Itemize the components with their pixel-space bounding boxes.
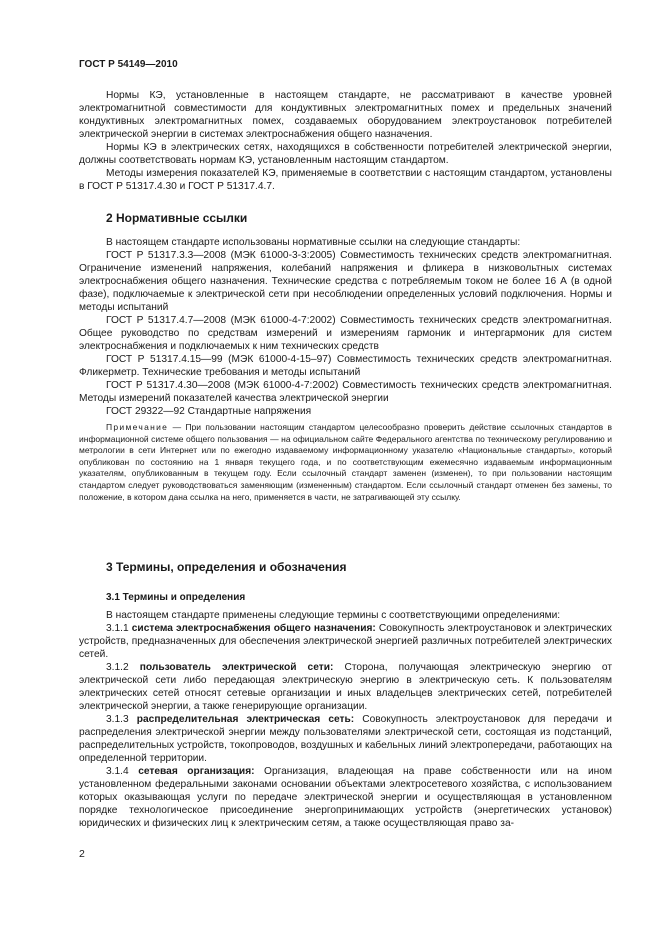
term-definition: Совокупность электроустановок и электрических устройств, предназначенных для обеспечения электрической энергией различных потребителей электрических сетей. [79, 623, 612, 660]
references-note [79, 422, 612, 503]
reference-gost-51317-3-3: ГОСТ Р 51317.3.3—2008 (МЭК 61000-3-3:2005) Совместимость технических средств электромагнитная. Ограничение изменений напряжения, колебаний напряжения и фликера в низковольтных системах электроснабжения общего назначения. Технические средства с потребляемым током не более 16 А (в одной фазе), подключаемые к электрической сети при несоблюдении определенных условий подключения. Нормы и методы испытаний [79, 250, 612, 313]
term-number: 3.1.2 [106, 662, 140, 673]
term-number: 3.1.4 [106, 766, 139, 777]
term-3-1-4 [79, 765, 612, 830]
section-3 [79, 560, 612, 830]
term-definition: Организация, владеющая на праве собственности или на ином установленном федеральными законами основании объектами электросетевого хозяйства, с использованием которых оказывающая услуги по передаче электрической энергии и осуществляющая в установленном порядке технологическое присоединение энергопринимающих устройств (энергетических установок) юридических и физических лиц к электрическим сетям, а также осуществляющая право за- [79, 766, 612, 829]
reference-gost-51317-4-15: ГОСТ Р 51317.4.15—99 (МЭК 61000-4-15–97) Совместимость технических средств электромагнитная. Фликерметр. Технические требования и методы испытаний [79, 354, 612, 378]
reference-gost-29322: ГОСТ 29322—92 Стандартные напряжения [106, 406, 312, 417]
section-2 [79, 211, 612, 503]
note-text: — При пользовании настоящим стандартом целесообразно проверить действие ссылочных стандартов в информационной системе общего пользования — на официальном сайте Федерального агентства по техническому регулированию и метрологии в сети Интернет или по ежегодно издаваемому информационному указателю «Национальные стандарты», который опубликован по состоянию на 1 января текущего года, и по соответствующим ежемесячно издаваемым информационным указателям, опубликованным в текущем году. Если ссылочный стандарт заменен (изменен), то при пользовании настоящим стандартом следует руководствоваться заменяющим (измененным) стандартом. Если ссылочный стандарт отменен без замены, то положение, в котором дана ссылка на него, применяется в части, не затрагивающей эту ссылку. [79, 422, 612, 502]
section-2-title: 2 Нормативные ссылки [106, 211, 248, 225]
references-lead: В настоящем стандарте использованы нормативные ссылки на следующие стандарты: [106, 237, 521, 248]
term-definition: Сторона, получающая электрическую энергию от электрической сети либо передающая электрическую энергию в электрическую сеть. К пользователям электрических сетей относят сетевые организации и иных владельцев электрических сетей, потребителей электрической энергии, а также генерирующие организации. [79, 662, 612, 712]
term-name: распределительная электрическая сеть: [136, 714, 355, 725]
intro-paragraph-3: Методы измерения показателей КЭ, применяемые в соответствии с настоящим стандартом, установлены в ГОСТ Р 51317.4.30 и ГОСТ Р 51317.4.7. [79, 168, 612, 192]
term-number: 3.1.1 [106, 623, 132, 634]
reference-gost-51317-4-7: ГОСТ Р 51317.4.7—2008 (МЭК 61000-4-7:2002) Совместимость технических средств электромагнитная. Общее руководство по средствам измерений и измерениям гармоник и интергармоник для систем электроснабжения и подключаемых к ним технических средств [79, 315, 612, 352]
term-definition: Совокупность электроустановок для передачи и распределения электрической энергии между пользователями электрической сети, состоящая из подстанций, распределительных устройств, токопроводов, воздушных и кабельных линий электропередачи, работающих на определенной территории. [79, 714, 612, 764]
intro-block [79, 89, 612, 193]
intro-paragraph-2: Нормы КЭ в электрических сетях, находящихся в собственности потребителей электрической энергии, должны соответствовать нормам КЭ, установленным настоящим стандартом. [79, 142, 612, 166]
term-name: пользователь электрической сети: [139, 662, 334, 673]
term-3-1-2 [79, 661, 612, 713]
subsection-3-1-title: 3.1 Термины и определения [106, 592, 246, 603]
note-label: Примечание [106, 422, 169, 432]
section-3-title: 3 Термины, определения и обозначения [106, 560, 347, 574]
intro-paragraph-1: Нормы КЭ, установленные в настоящем стандарте, не рассматривают в качестве уровней электромагнитной совместимости для кондуктивных электромагнитных помех и предельных значений кондуктивных электромагнитных помех, создаваемых оборудованием электроустановок потребителей электрической энергии в системах электроснабжения общего назначения. [79, 90, 612, 140]
reference-gost-51317-4-30: ГОСТ Р 51317.4.30—2008 (МЭК 61000-4-7:2002) Совместимость технических средств электромагнитная. Методы измерений показателей качества электрической энергии [79, 380, 612, 404]
term-name: система электроснабжения общего назначения: [131, 623, 376, 634]
terms-lead: В настоящем стандарте применены следующие термины с соответствующими определениями: [106, 610, 561, 621]
term-number: 3.1.3 [106, 714, 137, 725]
document-header-code: ГОСТ Р 54149—2010 [79, 59, 178, 70]
term-3-1-1 [79, 622, 612, 661]
term-3-1-3 [79, 713, 612, 765]
term-name: сетевая организация: [138, 766, 255, 777]
page-number: 2 [79, 848, 85, 860]
